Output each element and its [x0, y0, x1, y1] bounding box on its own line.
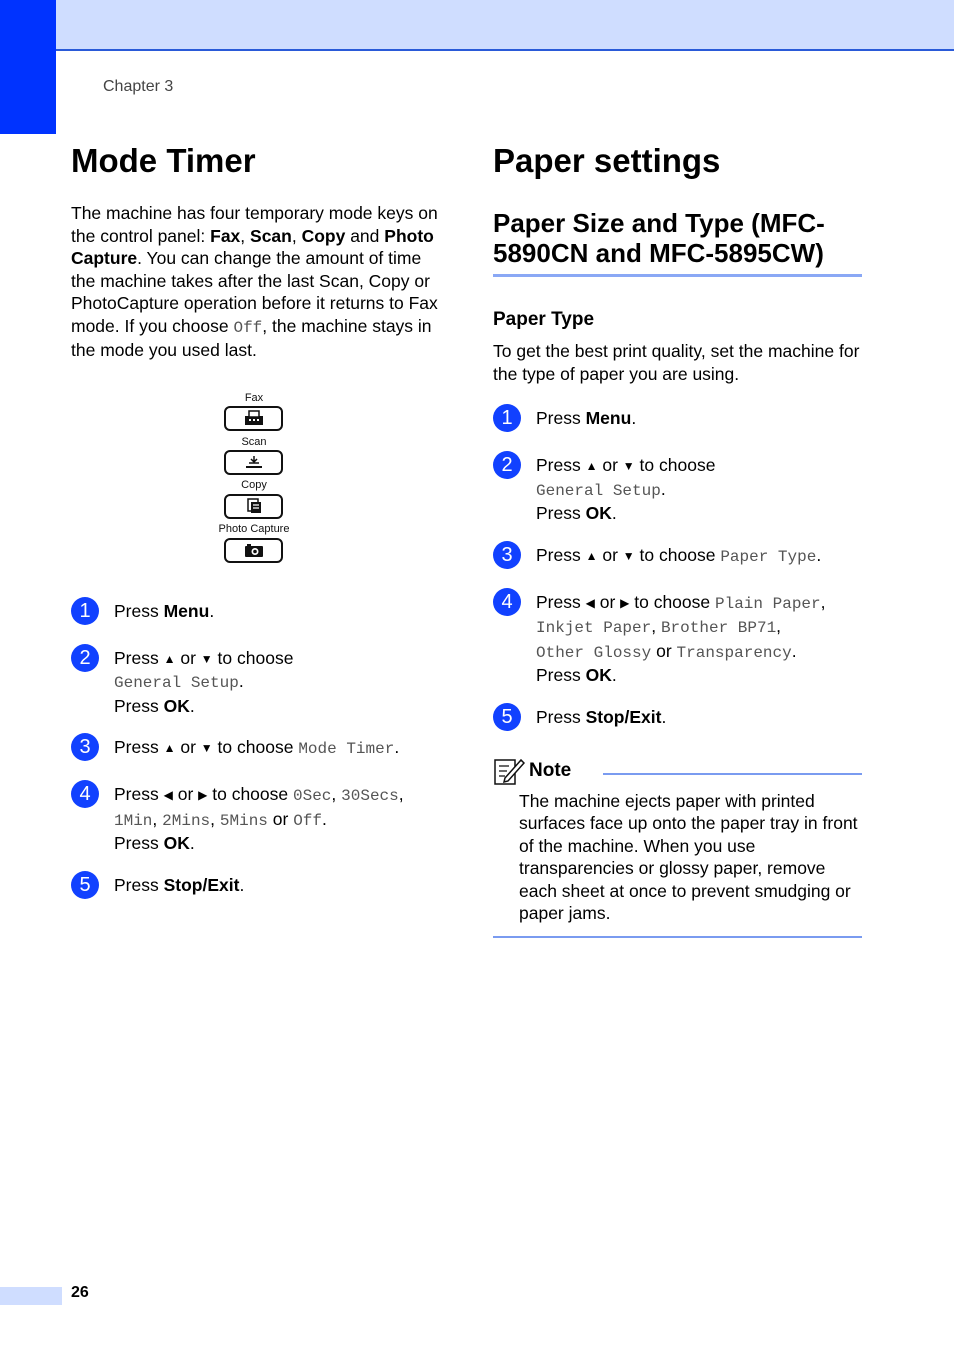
key-photo-text: Photo Capture [71, 225, 434, 268]
mode-timer-intro [71, 202, 441, 362]
step-item [493, 454, 862, 525]
text: to choose [634, 455, 716, 475]
menu-option: 1Min [114, 811, 153, 830]
text: or [651, 640, 677, 661]
text: , [210, 808, 220, 829]
scan-key [224, 450, 283, 475]
up-arrow-icon: ▲ [585, 459, 598, 473]
text: to choose [634, 544, 721, 565]
intro-text: , the machine stays in the mode you used last. [71, 315, 432, 360]
text: . [189, 833, 195, 853]
text: Press [536, 706, 586, 727]
step-text [536, 454, 862, 525]
menu-option: 2Mins [162, 811, 211, 830]
scan-icon [243, 454, 265, 470]
scan-key-label: Scan [241, 435, 267, 448]
text: . [631, 408, 637, 428]
left-arrow-icon: ◀ [163, 788, 173, 802]
photo-capture-key [224, 538, 283, 563]
text: Press [114, 833, 164, 853]
text: Press [536, 503, 586, 523]
step-number: 2 [493, 451, 521, 479]
menu-option: Transparency [676, 643, 792, 662]
ok-key-text: OK [585, 665, 612, 685]
text: . [816, 544, 822, 565]
step-number: 4 [71, 780, 99, 808]
step-number: 3 [493, 541, 521, 569]
intro-text: The machine has four temporary mode keys on the control panel: [71, 203, 438, 246]
menu-option: Off [293, 811, 323, 830]
text: . [394, 737, 400, 757]
right-arrow-icon: ▶ [620, 595, 630, 610]
fax-key-label: Fax [244, 391, 264, 404]
paper-size-type-heading: Paper Size and Type (MFC-5890CN and MFC-5895CW) [493, 208, 825, 268]
down-arrow-icon: ▼ [200, 651, 213, 666]
key-copy-text: Copy [301, 225, 346, 246]
sep: and [345, 225, 385, 246]
text: . [611, 503, 617, 523]
key-scan-text: Scan [250, 225, 292, 246]
text: to choose [212, 737, 299, 757]
step-text [114, 647, 441, 718]
mode-timer-title: Mode Timer [71, 142, 256, 179]
text: Press [114, 695, 164, 716]
menu-option: Other Glossy [536, 643, 652, 662]
sep: , [240, 225, 251, 246]
up-arrow-icon: ▲ [585, 548, 598, 563]
paper-type-heading: Paper Type [493, 309, 595, 330]
text: , [398, 784, 404, 804]
step-text [114, 736, 441, 761]
copy-key-label: Copy [241, 478, 267, 491]
chapter-label: Chapter 3 [103, 78, 174, 95]
paper-type-intro: To get the best print quality, set the machine for the type of paper you are using. [493, 341, 860, 384]
step-text [536, 591, 862, 687]
note-bottom-rule [493, 936, 862, 938]
text: Press [114, 784, 164, 804]
menu-option: Paper Type [720, 547, 817, 566]
header-band [0, 0, 954, 51]
step-number: 1 [493, 404, 521, 432]
copy-icon [243, 498, 265, 514]
mode-timer-steps [71, 600, 441, 902]
text: . [189, 695, 195, 716]
text: . [209, 600, 215, 621]
step-text [114, 874, 441, 897]
text: Press [536, 455, 586, 475]
copy-key [224, 494, 283, 519]
note-text: The machine ejects paper with printed surfaces face up onto the paper tray in front of the machine. When you use transparencies or glossy paper, remove each sheet at once to prevent smudging or paper jams. [519, 790, 858, 923]
heading-rule [493, 274, 862, 277]
text: or [172, 784, 199, 804]
menu-key-text: Menu [585, 408, 632, 428]
step-item [71, 783, 441, 855]
paper-settings-title: Paper settings [493, 142, 721, 179]
footer-band [0, 1287, 62, 1305]
off-option: Off [233, 318, 263, 337]
note-pencil-icon [493, 756, 525, 786]
text: or [267, 808, 294, 829]
step-number: 2 [71, 644, 99, 672]
text: Press [536, 544, 586, 565]
step-number: 4 [493, 588, 521, 616]
text: Press [536, 591, 586, 612]
text: to choose [212, 647, 294, 668]
down-arrow-icon: ▼ [622, 548, 635, 563]
menu-option: 30Secs [341, 787, 399, 805]
text: . [322, 808, 327, 829]
menu-option: General Setup [536, 481, 661, 500]
mode-keys-illustration [71, 392, 441, 562]
ok-key-text: OK [163, 833, 190, 853]
step-text [536, 706, 862, 729]
mode-timer-section [71, 140, 441, 902]
stop-exit-key-text: Stop/Exit [163, 874, 240, 895]
up-arrow-icon: ▲ [163, 741, 176, 755]
step-item [71, 600, 441, 628]
step-item [493, 591, 862, 687]
right-arrow-icon: ▶ [198, 788, 208, 802]
step-item [71, 736, 441, 764]
note-box [493, 756, 862, 938]
note-header [493, 756, 862, 786]
text: . [238, 671, 244, 691]
step-item [71, 874, 441, 902]
text: or [175, 647, 201, 668]
stop-exit-key-text: Stop/Exit [585, 706, 662, 727]
step-text [536, 544, 862, 569]
step-item [71, 647, 441, 718]
text: . [660, 478, 666, 499]
menu-option: 5Mins [219, 811, 268, 830]
text: . [611, 665, 617, 685]
text: or [175, 737, 201, 757]
text: to choose [629, 591, 715, 612]
fax-key [224, 406, 283, 431]
down-arrow-icon: ▼ [200, 741, 213, 755]
menu-key-text: Menu [163, 600, 210, 621]
camera-icon [243, 542, 265, 558]
note-label: Note [529, 759, 572, 781]
text: , [331, 784, 342, 804]
text: or [597, 455, 623, 475]
text: . [791, 640, 797, 661]
menu-option: Mode Timer [298, 740, 395, 758]
menu-option: General Setup [114, 674, 239, 692]
step-item [493, 706, 862, 734]
step-number: 3 [71, 733, 99, 761]
chapter-tab [0, 0, 56, 134]
text: Press [114, 737, 164, 757]
key-fax-text: Fax [210, 225, 241, 246]
step-text [536, 407, 862, 430]
step-text [114, 783, 441, 855]
page-number: 26 [71, 1284, 89, 1301]
up-arrow-icon: ▲ [163, 651, 176, 666]
note-top-rule [603, 773, 862, 775]
menu-option: Plain Paper [715, 594, 821, 613]
text: , [776, 616, 782, 636]
paper-settings-section [493, 140, 862, 938]
text: , [152, 808, 163, 829]
text: Press [114, 874, 164, 895]
ok-key-text: OK [585, 503, 612, 523]
photo-capture-key-label: Photo Capture [218, 522, 290, 535]
text: . [239, 874, 245, 895]
sep: , [291, 225, 302, 246]
down-arrow-icon: ▼ [622, 459, 635, 473]
text: Press [114, 647, 164, 668]
paper-type-steps [493, 407, 862, 734]
fax-icon [243, 410, 265, 426]
text: or [594, 591, 621, 612]
text: , [651, 616, 661, 636]
menu-option: Brother BP71 [660, 619, 777, 637]
menu-option: Inkjet Paper [536, 619, 652, 637]
intro-text: . You can change the amount of time the machine takes after the last Scan, Copy or PhotoCapture operation before it returns to Fax mode. If you choose [71, 248, 438, 336]
step-item [493, 544, 862, 572]
left-arrow-icon: ◀ [585, 595, 595, 610]
text: to choose [207, 784, 293, 804]
text: , [820, 591, 826, 612]
step-number: 1 [71, 597, 99, 625]
ok-key-text: OK [163, 695, 190, 716]
step-item [493, 407, 862, 435]
menu-option: 0Sec [293, 787, 332, 805]
text: . [661, 706, 667, 727]
step-number: 5 [493, 703, 521, 731]
step-number: 5 [71, 871, 99, 899]
step-text [114, 600, 441, 623]
text: Press [114, 600, 164, 621]
text: or [597, 544, 623, 565]
text: Press [536, 408, 586, 428]
text: Press [536, 665, 586, 685]
